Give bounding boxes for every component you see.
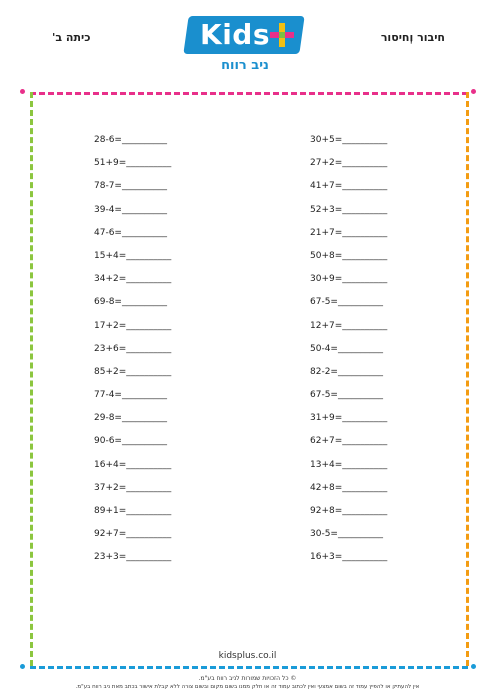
exercise-item: 50-4=__________ [310, 343, 383, 354]
grade-label: כיתה ב' [52, 31, 91, 44]
exercise-item: 27+2=__________ [310, 158, 388, 169]
exercise-item: 17+2=__________ [94, 320, 172, 331]
exercise-item: 31+9=__________ [310, 413, 388, 424]
top-dashed-border [30, 92, 468, 95]
copyright-text: © כל הזכויות שמורות לניב רווח בע"מ. [198, 675, 297, 682]
corner-dot [20, 664, 25, 669]
exercise-item: 30+5=__________ [310, 135, 388, 145]
corner-dot [471, 89, 476, 94]
exercise-item: 69-8=__________ [94, 297, 167, 308]
exercise-item: 47-6=__________ [94, 227, 167, 238]
exercise-item: 12+7=__________ [310, 320, 388, 331]
exercise-item: 23+3=__________ [94, 552, 172, 563]
exercise-item: 16+4=__________ [94, 459, 172, 470]
bottom-dashed-border [30, 666, 468, 669]
exercise-item: 85+2=__________ [94, 366, 172, 377]
logo-subtitle: ניב רווח [221, 58, 269, 73]
left-dashed-border [30, 92, 33, 666]
exercise-column-right [310, 134, 387, 575]
exercise-item: 67-5=__________ [310, 297, 383, 308]
exercise-item: 82-2=__________ [310, 366, 383, 377]
exercise-item: 62+7=__________ [310, 436, 388, 447]
exercise-item: 90-6=__________ [94, 436, 167, 447]
exercise-item: 41+7=__________ [310, 181, 388, 192]
exercise-item: 39-4=__________ [94, 204, 167, 215]
exercise-item: 78-7=__________ [94, 181, 167, 192]
exercise-item: 77-4=__________ [94, 390, 167, 401]
exercise-item: 13+4=__________ [310, 459, 388, 470]
exercise-item: 42+8=__________ [310, 482, 388, 493]
exercise-item: 23+6=__________ [94, 343, 172, 354]
exercise-item: 50+8=__________ [310, 250, 388, 261]
exercise-item: 37+2=__________ [94, 482, 172, 493]
exercise-item: 52+3=__________ [310, 204, 388, 215]
exercise-item: 34+2=__________ [94, 274, 172, 285]
website-url: kidsplus.co.il [218, 651, 277, 661]
exercise-item: 30+9=__________ [310, 274, 388, 285]
exercise-item: 29-8=__________ [94, 413, 167, 424]
kids-plus-logo [180, 12, 310, 74]
exercise-item: 92+7=__________ [94, 529, 172, 540]
exercise-item: 28-6=__________ [94, 135, 167, 145]
exercise-item: 89+1=__________ [94, 506, 172, 516]
legal-notice: אין להעתיק או להפיץ עמוד זה בשום אמצעי ואין לכתוב עמוד זה או חלק ממנו בשום מקום ובשום צורה ללא קבלת אישור בכתב מאת ניב רווח בע"מ. [75, 684, 420, 690]
exercise-item: 30-5=__________ [310, 529, 383, 540]
exercise-item: 21+7=__________ [310, 227, 388, 238]
right-dashed-border [466, 92, 469, 666]
exercise-item: 16+3=__________ [310, 552, 388, 563]
plus-icon [270, 23, 294, 47]
corner-dot [20, 89, 25, 94]
exercise-column-left [94, 134, 171, 575]
logo-text: Kids [200, 18, 271, 51]
exercise-item: 51+9=__________ [94, 158, 172, 169]
exercise-item: 15+4=__________ [94, 250, 172, 261]
worksheet-title: חיבור וְחיסור [380, 31, 445, 44]
exercise-item: 67-5=__________ [310, 390, 383, 401]
corner-dot [471, 664, 476, 669]
exercise-item: 92+8=__________ [310, 506, 388, 516]
